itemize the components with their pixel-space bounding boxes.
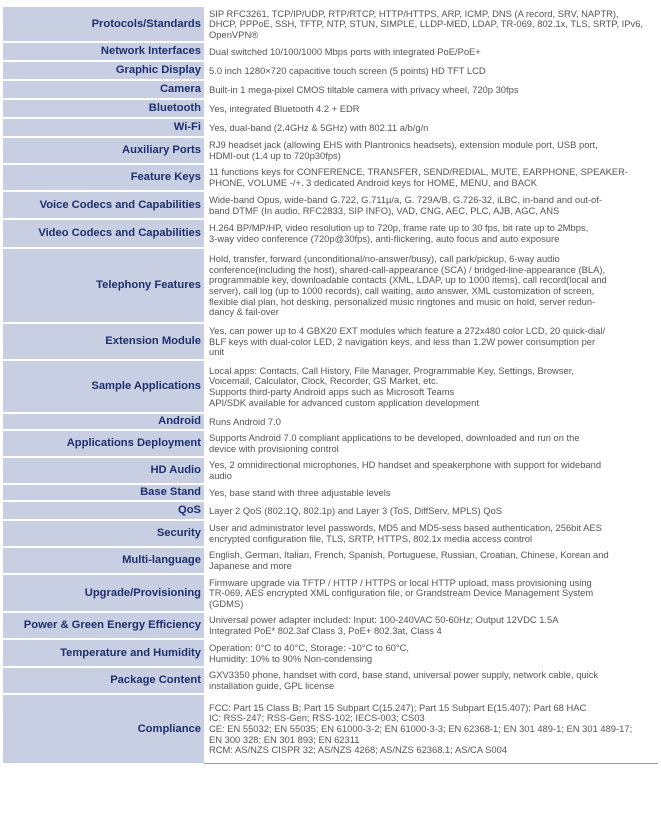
spec-row-bluetooth	[3, 99, 658, 118]
spec-value	[204, 360, 658, 413]
spec-value-line: CE: EN 55032; EN 55035; EN 61000-3-2; EN 61000-3-3; EN 62368-1; EN 301 489-1; EN 301 489-17;	[209, 722, 633, 734]
spec-value-line: Yes, can power up to 4 GBX20 EXT modules which feature a 272x480 color LCD, 20 quick-dial/	[209, 325, 606, 337]
spec-value	[204, 430, 658, 457]
spec-value	[204, 99, 658, 118]
spec-row-extension-module	[3, 323, 658, 360]
spec-label: Power & Green Energy Efficiency	[3, 612, 204, 639]
spec-value-line: unit	[209, 346, 225, 358]
spec-value-line: Supports third-party Android apps such as Microsoft Teams	[209, 386, 455, 397]
spec-value-line: Runs Android 7.0	[209, 415, 281, 427]
spec-value-line: Voicemail, Calculator, Clock, Recorder, GS Market, etc.	[209, 375, 439, 387]
spec-value-line: Built-in 1 mega-pixel CMOS tiltable camera with privacy wheel, 720p 30fps	[209, 83, 519, 95]
spec-value-line: Wide-band Opus, wide-band G.722, G.711µ/a, G. 729A/B, G.726-32, iLBC, in-band and out-of-	[209, 193, 602, 205]
spec-label: Sample Applications	[3, 360, 204, 413]
spec-value-line: Yes, dual-band (2.4GHz & 5GHz) with 802.11 a/b/g/n	[209, 121, 429, 133]
spec-value	[204, 574, 658, 612]
spec-value	[204, 191, 658, 219]
spec-value	[204, 413, 658, 430]
spec-row-package-content	[3, 667, 658, 694]
spec-value-line: BLF keys with dual-color LED, 2 navigation keys, and less than 1.2W power consumption per	[209, 335, 596, 347]
spec-value	[204, 6, 658, 42]
spec-value-line: 3-way video conference (720p@30fps), anti-flickering, auto focus and auto exposure	[209, 233, 560, 244]
spec-value	[204, 323, 658, 360]
spec-label: QoS	[3, 501, 204, 520]
spec-label: Package Content	[3, 667, 204, 694]
spec-row-auxiliary-ports	[3, 137, 658, 164]
spec-value	[204, 248, 658, 323]
spec-value-line: H.264 BP/MP/HP, video resolution up to 720p, frame rate up to 30 fps, bit rate up to 2Mbps,	[209, 222, 589, 234]
spec-value	[204, 80, 658, 99]
spec-label: Wi-Fi	[3, 118, 204, 137]
spec-row-protocols-standards	[3, 6, 658, 42]
spec-row-feature-keys	[3, 164, 658, 191]
spec-value-line: programmable key, downloadable contacts (XML, LDAP, up to 1000 items), call record(local and	[209, 274, 607, 286]
spec-row-upgrade-provisioning	[3, 574, 658, 612]
spec-row-base-stand	[3, 484, 658, 501]
spec-label: Video Codecs and Capabilities	[3, 219, 204, 248]
spec-value-line: Yes, integrated Bluetooth 4.2 + EDR	[209, 102, 360, 114]
spec-value-line: conference(including the host), shared-call-appearance (SCA) / bridged-line-appearance (BLA),	[209, 263, 606, 275]
spec-value	[204, 137, 658, 164]
spec-row-android	[3, 413, 658, 430]
spec-label: Android	[3, 413, 204, 430]
spec-value-line: OpenVPN®	[209, 28, 259, 40]
spec-row-graphic-display	[3, 61, 658, 80]
spec-label: Camera	[3, 80, 204, 99]
spec-value-line: DHCP, PPPoE, SSH, TFTP, NTP, STUN, SIMPLE, LLDP-MED, LDAP, TR-069, 802.1x, TLS, SRTP, IPv6,	[209, 18, 644, 30]
spec-value-line: Dual switched 10/100/1000 Mbps ports with integrated PoE/PoE+	[209, 45, 481, 57]
spec-value-line: FCC: Part 15 Class B; Part 15 Subpart C(15.247); Part 15 Subpart E(15.407); Part 68 HAC	[209, 701, 587, 713]
spec-value-line: Layer 2 QoS (802.1Q, 802.1p) and Layer 3 (ToS, DiffServ, MPLS) QoS	[209, 504, 503, 516]
spec-row-video-codecs-and-capabilities	[3, 219, 658, 248]
spec-value	[204, 219, 658, 248]
spec-table	[3, 5, 658, 764]
spec-value-line: 11 functions keys for CONFERENCE, TRANSFER, SEND/REDIAL, MUTE, EARPHONE, SPEAKER-	[209, 166, 629, 178]
spec-table-body	[3, 6, 658, 763]
spec-label: Temperature and Humidity	[3, 639, 204, 667]
spec-value	[204, 484, 658, 501]
spec-label: Bluetooth	[3, 99, 204, 118]
spec-row-wi-fi	[3, 118, 658, 137]
spec-value	[204, 61, 658, 80]
spec-value-line: Universal power adapter included: Input: 100-240VAC 50-60Hz; Output 12VDC 1.5A	[209, 614, 559, 626]
spec-value-line: audio	[209, 470, 232, 481]
spec-value-line: device with provisioning control	[209, 443, 339, 454]
spec-label: Security	[3, 520, 204, 547]
spec-row-telephony-features	[3, 248, 658, 323]
spec-row-camera	[3, 80, 658, 99]
spec-value	[204, 457, 658, 484]
spec-value	[204, 118, 658, 137]
spec-value-line: Integrated PoE* 802.3af Class 3, PoE+ 802.3at, Class 4	[209, 625, 442, 636]
spec-label: Telephony Features	[3, 248, 204, 323]
spec-value-line: server), call log (up to 1000 records), call waiting, auto answer, XML customization of screen,	[209, 285, 595, 296]
spec-value-line: TR-069, AES encrypted XML configuration file, or Grandstream Device Management System	[209, 587, 594, 599]
spec-value-line: Yes, 2 omnidirectional microphones, HD handset and speakerphone with support for wideband	[209, 459, 602, 471]
spec-value-line: Humidity: 10% to 90% Non-condensing	[209, 652, 373, 664]
spec-value-line: GXV3350 phone, handset with cord, base stand, universal power supply, network cable, quick	[209, 669, 599, 681]
spec-value-line: Hold, transfer, forward (unconditional/no-answer/busy), call park/pickup, 6-way audio	[209, 253, 560, 265]
spec-value-line: Japanese and more	[209, 560, 292, 571]
spec-value	[204, 501, 658, 520]
spec-value-line: RCM: AS/NZS CISPR 32; AS/NZS 4268; AS/NZS 62368.1; AS/CA S004	[209, 744, 508, 756]
spec-value	[204, 164, 658, 191]
spec-value-line: English, German, Italian, French, Spanish, Portuguese, Russian, Croatian, Chinese, Korean and	[209, 549, 609, 561]
spec-row-compliance	[3, 694, 658, 763]
spec-value-line: Yes, base stand with three adjustable levels	[209, 486, 391, 498]
spec-value-line: 5.0 inch 1280×720 capacitive touch screen (5 points) HD TFT LCD	[209, 64, 486, 76]
spec-value	[204, 612, 658, 639]
spec-label: HD Audio	[3, 457, 204, 484]
spec-value	[204, 42, 658, 61]
spec-row-hd-audio	[3, 457, 658, 484]
spec-value	[204, 639, 658, 667]
spec-label: Extension Module	[3, 323, 204, 360]
spec-label: Applications Deployment	[3, 430, 204, 457]
spec-value-line: (GDMS)	[209, 597, 244, 609]
spec-row-qos	[3, 501, 658, 520]
spec-value-line: HDMI-out (1.4 up to 720p30fps)	[209, 150, 341, 161]
spec-value-line: Supports Android 7.0 compliant applications to be developed, downloaded and run on the	[209, 432, 580, 444]
spec-label: Compliance	[3, 694, 204, 763]
spec-value-line: User and administrator level passwords, MD5 and MD5-sess based authentication, 256bit AES	[209, 522, 602, 534]
spec-value-line: Firmware upgrade via TFTP / HTTP / HTTPS or local HTTP upload, mass provisioning using	[209, 576, 592, 588]
spec-value	[204, 667, 658, 694]
spec-label: Upgrade/Provisioning	[3, 574, 204, 612]
spec-value-line: dancy & fail-over	[209, 306, 279, 318]
spec-value-line: SIP RFC3261, TCP/IP/UDP, RTP/RTCP, HTTP/HTTPS, ARP, ICMP, DNS (A record, SRV, NAPTR),	[209, 7, 619, 19]
spec-value-line: Operation: 0°C to 40°C, Storage: -10°C to 60°C,	[209, 641, 409, 653]
spec-value-line: IC: RSS-247; RSS-Gen; RSS-102; IECS-003; CS03	[209, 712, 425, 724]
spec-value	[204, 694, 658, 763]
spec-row-sample-applications	[3, 360, 658, 413]
spec-label: Voice Codecs and Capabilities	[3, 191, 204, 219]
spec-label: Base Stand	[3, 484, 204, 501]
spec-row-multi-language	[3, 547, 658, 574]
spec-value-line: Local apps: Contacts, Call History, File Manager, Programmable Key, Settings, Browser,	[209, 364, 574, 376]
spec-value-line: EN 300 328; EN 301 893; EN 62311	[209, 733, 360, 745]
spec-row-voice-codecs-and-capabilities	[3, 191, 658, 219]
spec-value-line: API/SDK available for advanced custom application development	[209, 396, 479, 408]
spec-label: Multi-language	[3, 547, 204, 574]
spec-row-security	[3, 520, 658, 547]
spec-value	[204, 547, 658, 574]
spec-label: Auxiliary Ports	[3, 137, 204, 164]
spec-value-line: PHONE, VOLUME -/+. 3 dedicated Android keys for HOME, MENU, and BACK	[209, 177, 537, 188]
spec-row-network-interfaces	[3, 42, 658, 61]
spec-value-line: flexible dial plan, hot desking, personalized music ringtones and music on hold, server redun-	[209, 295, 596, 307]
spec-value-line: RJ9 headset jack (allowing EHS with Plantronics headsets), extension module port, USB port,	[209, 139, 598, 151]
spec-row-applications-deployment	[3, 430, 658, 457]
spec-label: Feature Keys	[3, 164, 204, 191]
spec-row-temperature-and-humidity	[3, 639, 658, 667]
spec-value-line: installation guide, GPL license	[209, 680, 335, 691]
spec-label: Network Interfaces	[3, 42, 204, 61]
spec-sheet	[3, 5, 658, 764]
spec-label: Protocols/Standards	[3, 6, 204, 42]
spec-value-line: band DTMF (In audio, RFC2833, SIP INFO), VAD, CNG, AEC, PLC, AJB, AGC, ANS	[209, 204, 560, 216]
spec-label: Graphic Display	[3, 61, 204, 80]
spec-row-power-green-energy-efficiency	[3, 612, 658, 639]
spec-value	[204, 520, 658, 547]
spec-value-line: encrypted configuration file, TLS, SRTP, HTTPS, 802.1x media access control	[209, 533, 533, 544]
